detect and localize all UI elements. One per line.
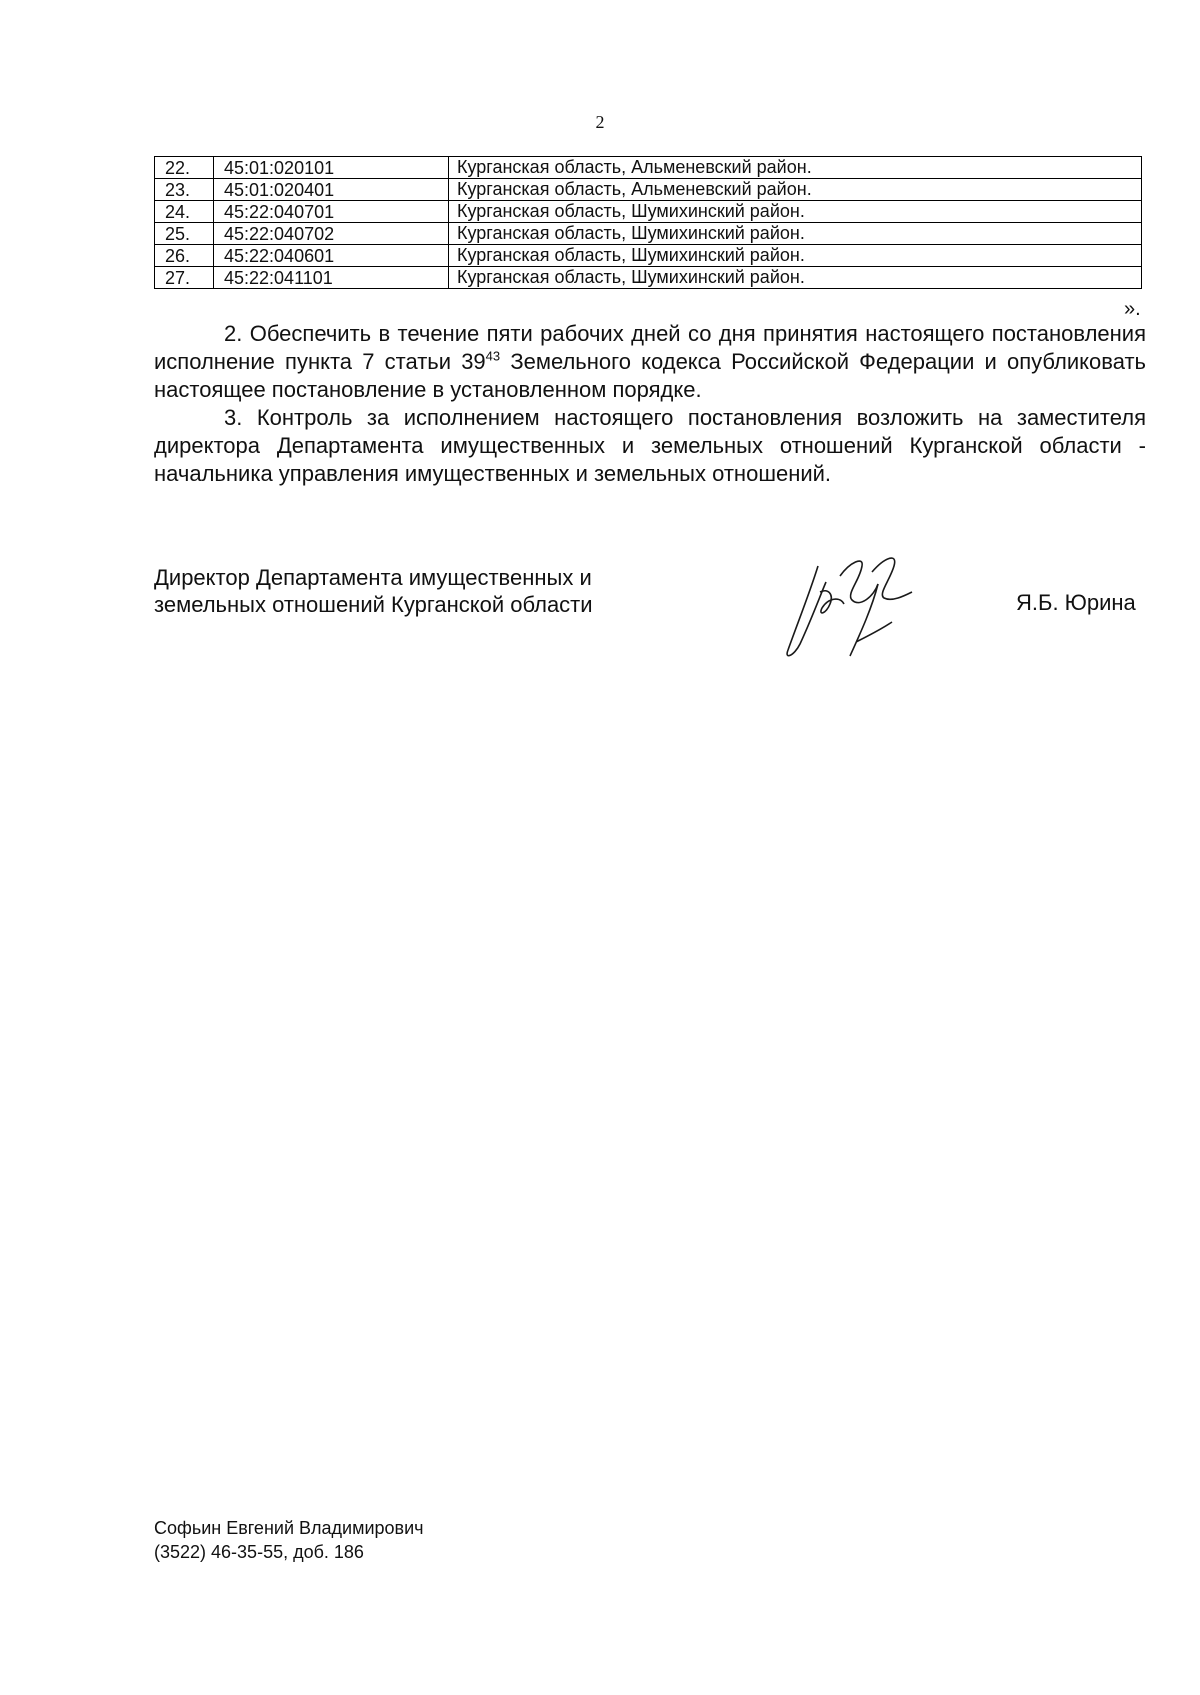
address: Курганская область, Шумихинский район. <box>449 223 1142 245</box>
contact-name: Софьин Евгений Владимирович <box>154 1518 424 1538</box>
paragraph-3: 3. Контроль за исполнением настоящего постановления возложить на заместителя директора Департамента имущественных и земельных отношений Курганской области - начальника управления имущественных и земельных отношений. <box>154 405 1146 486</box>
cadastral-code: 45:22:040702 <box>214 223 449 245</box>
body-text <box>154 320 1146 488</box>
cadastral-code: 45:22:041101 <box>214 267 449 289</box>
paragraph-2 <box>154 320 1146 404</box>
article-superscript: 43 <box>485 348 501 364</box>
table-row <box>155 179 1142 201</box>
cadastral-code: 45:22:040701 <box>214 201 449 223</box>
address: Курганская область, Альменевский район. <box>449 179 1142 201</box>
signer-name: Я.Б. Юрина <box>1016 590 1136 615</box>
address: Курганская область, Шумихинский район. <box>449 267 1142 289</box>
address: Курганская область, Альменевский район. <box>449 157 1142 179</box>
signer-title-line-2: земельных отношений Курганской области <box>154 592 593 617</box>
table-row <box>155 245 1142 267</box>
closing-quote: ». <box>1124 298 1141 320</box>
table-row <box>155 223 1142 245</box>
row-number: 26. <box>155 245 214 267</box>
row-number: 25. <box>155 223 214 245</box>
handwritten-signature <box>780 552 930 664</box>
cadastral-table <box>154 156 1142 289</box>
page-number: 2 <box>595 112 605 132</box>
address: Курганская область, Шумихинский район. <box>449 245 1142 267</box>
row-number: 24. <box>155 201 214 223</box>
contact-phone: (3522) 46-35-55, доб. 186 <box>154 1542 364 1562</box>
paragraph-2-text: 2. Обеспечить в течение пяти рабочих дней со дня принятия настоящего постановления исполнение пункта 7 статьи 39 <box>154 321 1146 374</box>
contact-info <box>154 1516 424 1564</box>
cadastral-code: 45:01:020401 <box>214 179 449 201</box>
row-number: 22. <box>155 157 214 179</box>
address: Курганская область, Шумихинский район. <box>449 201 1142 223</box>
table-row <box>155 157 1142 179</box>
paragraph-2-tail: Земельного кодекса Российской Федерации и опубликовать настоящее постановление в установленном порядке. <box>154 349 1146 402</box>
table-row <box>155 267 1142 289</box>
cadastral-code: 45:01:020101 <box>214 157 449 179</box>
signer-title <box>154 564 593 618</box>
row-number: 23. <box>155 179 214 201</box>
row-number: 27. <box>155 267 214 289</box>
cadastral-code: 45:22:040601 <box>214 245 449 267</box>
table-row <box>155 201 1142 223</box>
signer-title-line-1: Директор Департамента имущественных и <box>154 565 592 590</box>
